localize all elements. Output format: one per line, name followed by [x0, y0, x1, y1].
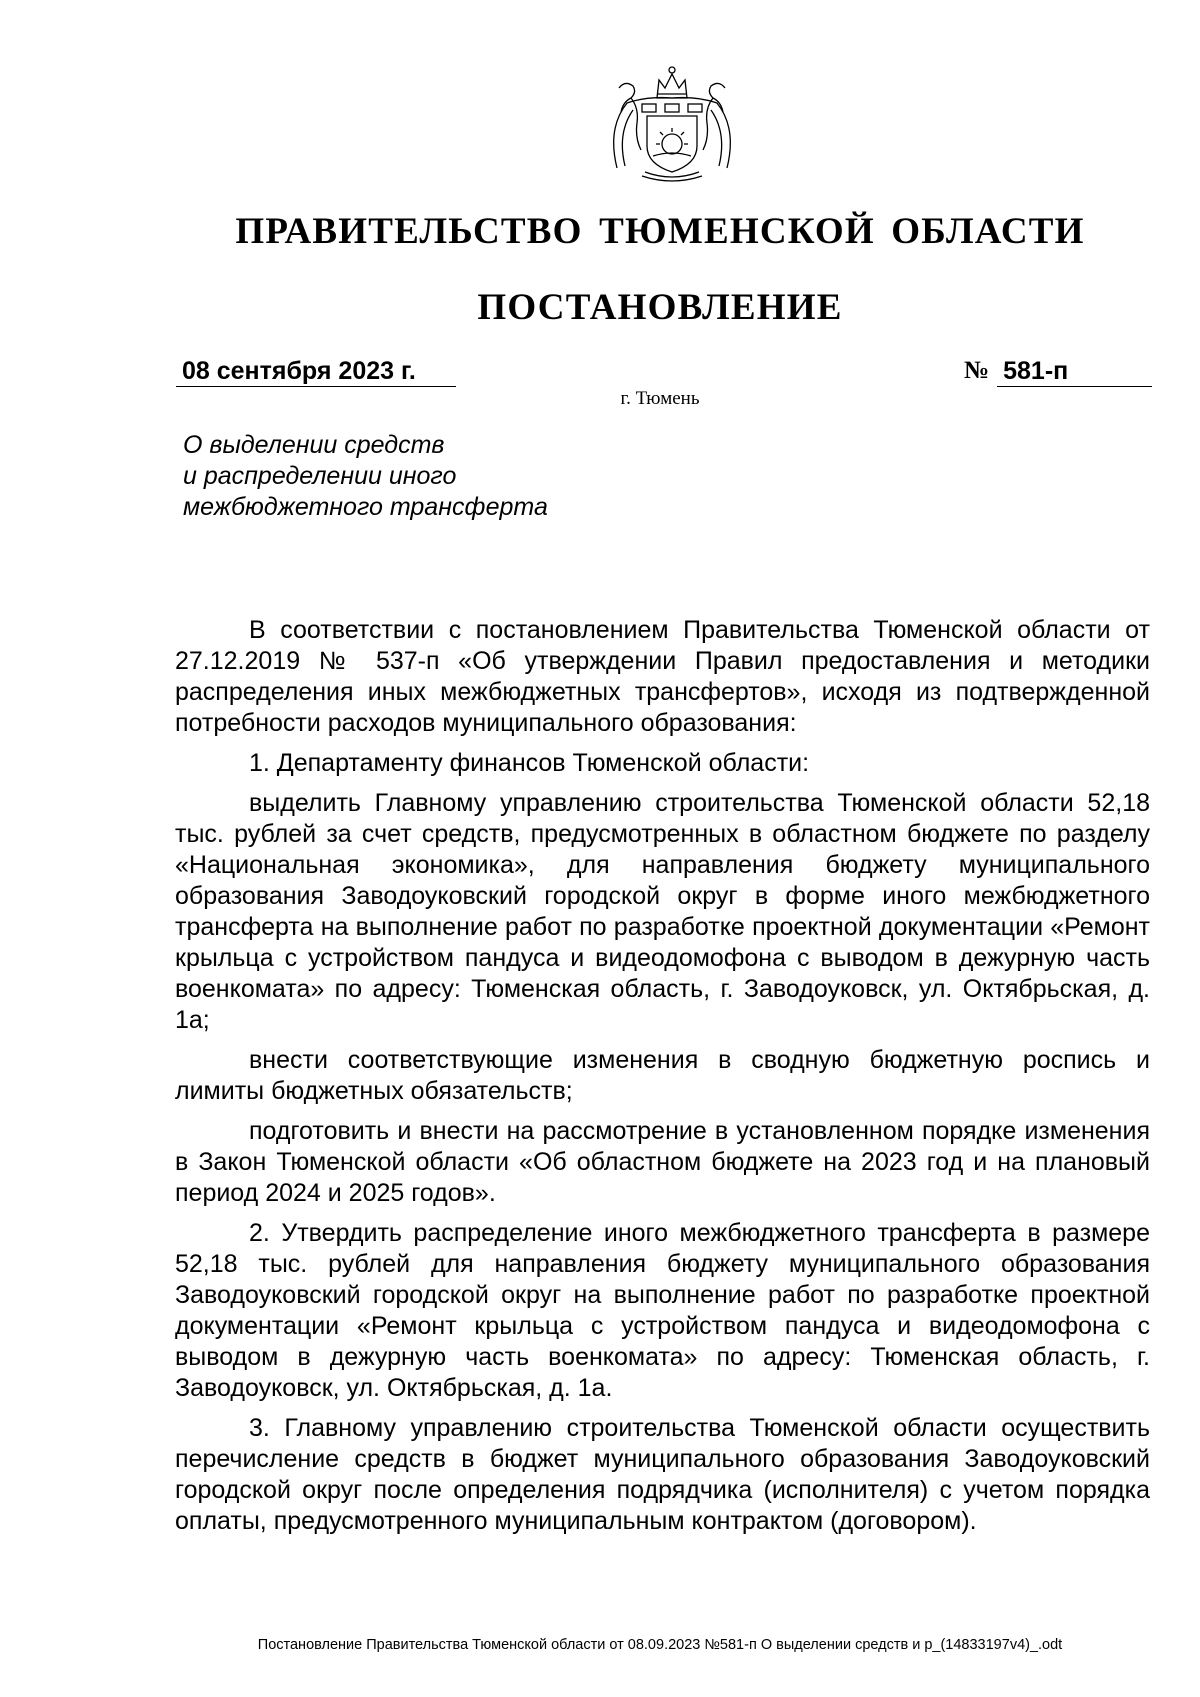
document-subject	[183, 430, 743, 523]
organization-title: ПРАВИТЕЛЬСТВО ТЮМЕНСКОЙ ОБЛАСТИ	[235, 211, 1085, 252]
body-paragraph: 3. Главному управлению строительства Тюменской области осуществить перечисление средств в бюджет муниципального образования Заводоуковский городской округ после определения подрядчика (исполнителя) с учетом порядка оплаты, предусмотренного муниципальным контрактом (договором).	[175, 1414, 1150, 1535]
subject-line: О выделении средств	[183, 431, 445, 459]
body-paragraph: В соответствии с постановлением Правительства Тюменской области от 27.12.2019 № 537-п «Об утверждении Правил предоставления и методики распределения иных межбюджетных трансфертов», исходя из подтвержденной потребности расходов муниципального образования:	[175, 616, 1150, 737]
document-type: ПОСТАНОВЛЕНИЕ	[477, 287, 843, 328]
body-paragraph: внести соответствующие изменения в сводную бюджетную роспись и лимиты бюджетных обязательств;	[175, 1046, 1150, 1105]
number-value: 581-п	[997, 355, 1152, 387]
document-body	[175, 615, 1150, 1546]
subject-line: и распределении иного	[183, 462, 457, 490]
body-paragraph: 2. Утвердить распределение иного межбюджетного трансферта в размере 52,18 тыс. рублей для направления бюджету муниципального образования Заводоуковский городской округ на выполнение работ по разработке проектной документации «Ремонт крыльца с устройством пандуса и видеодомофона с выводом в дежурную часть военкомата» по адресу: Тюменская область, г. Заводоуковск, ул. Октябрьская, д. 1а.	[175, 1219, 1150, 1402]
body-paragraph: подготовить и внести на рассмотрение в установленном порядке изменения в Закон Тюменской области «Об областном бюджете на 2023 год и на плановый период 2024 и 2025 годов».	[175, 1117, 1150, 1207]
page-footer: Постановление Правительства Тюменской области от 08.09.2023 №581-п О выделении средств и р_(14833197v4)_.odt	[257, 1637, 1063, 1653]
subject-line: межбюджетного трансферта	[183, 493, 548, 521]
document-date: 08 сентября 2023 г.	[176, 355, 456, 387]
city: г. Тюмень	[620, 388, 700, 409]
body-paragraph: выделить Главному управлению строительства Тюменской области 52,18 тыс. рублей за счет средств, предусмотренных в областном бюджете по разделу «Национальная экономика», для направления бюджету муниципального образования Заводоуковский городской округ в форме иного межбюджетного трансферта на выполнение работ по разработке проектной документации «Ремонт крыльца с устройством пандуса и видеодомофона с выводом в дежурную часть военкомата» по адресу: Тюменская область, г. Заводоуковск, ул. Октябрьская, д. 1а;	[175, 789, 1150, 1034]
document-number	[964, 355, 1152, 387]
body-paragraph: 1. Департаменту финансов Тюменской области:	[249, 749, 810, 777]
number-sign: №	[964, 357, 990, 384]
coat-of-arms-icon	[597, 58, 747, 188]
